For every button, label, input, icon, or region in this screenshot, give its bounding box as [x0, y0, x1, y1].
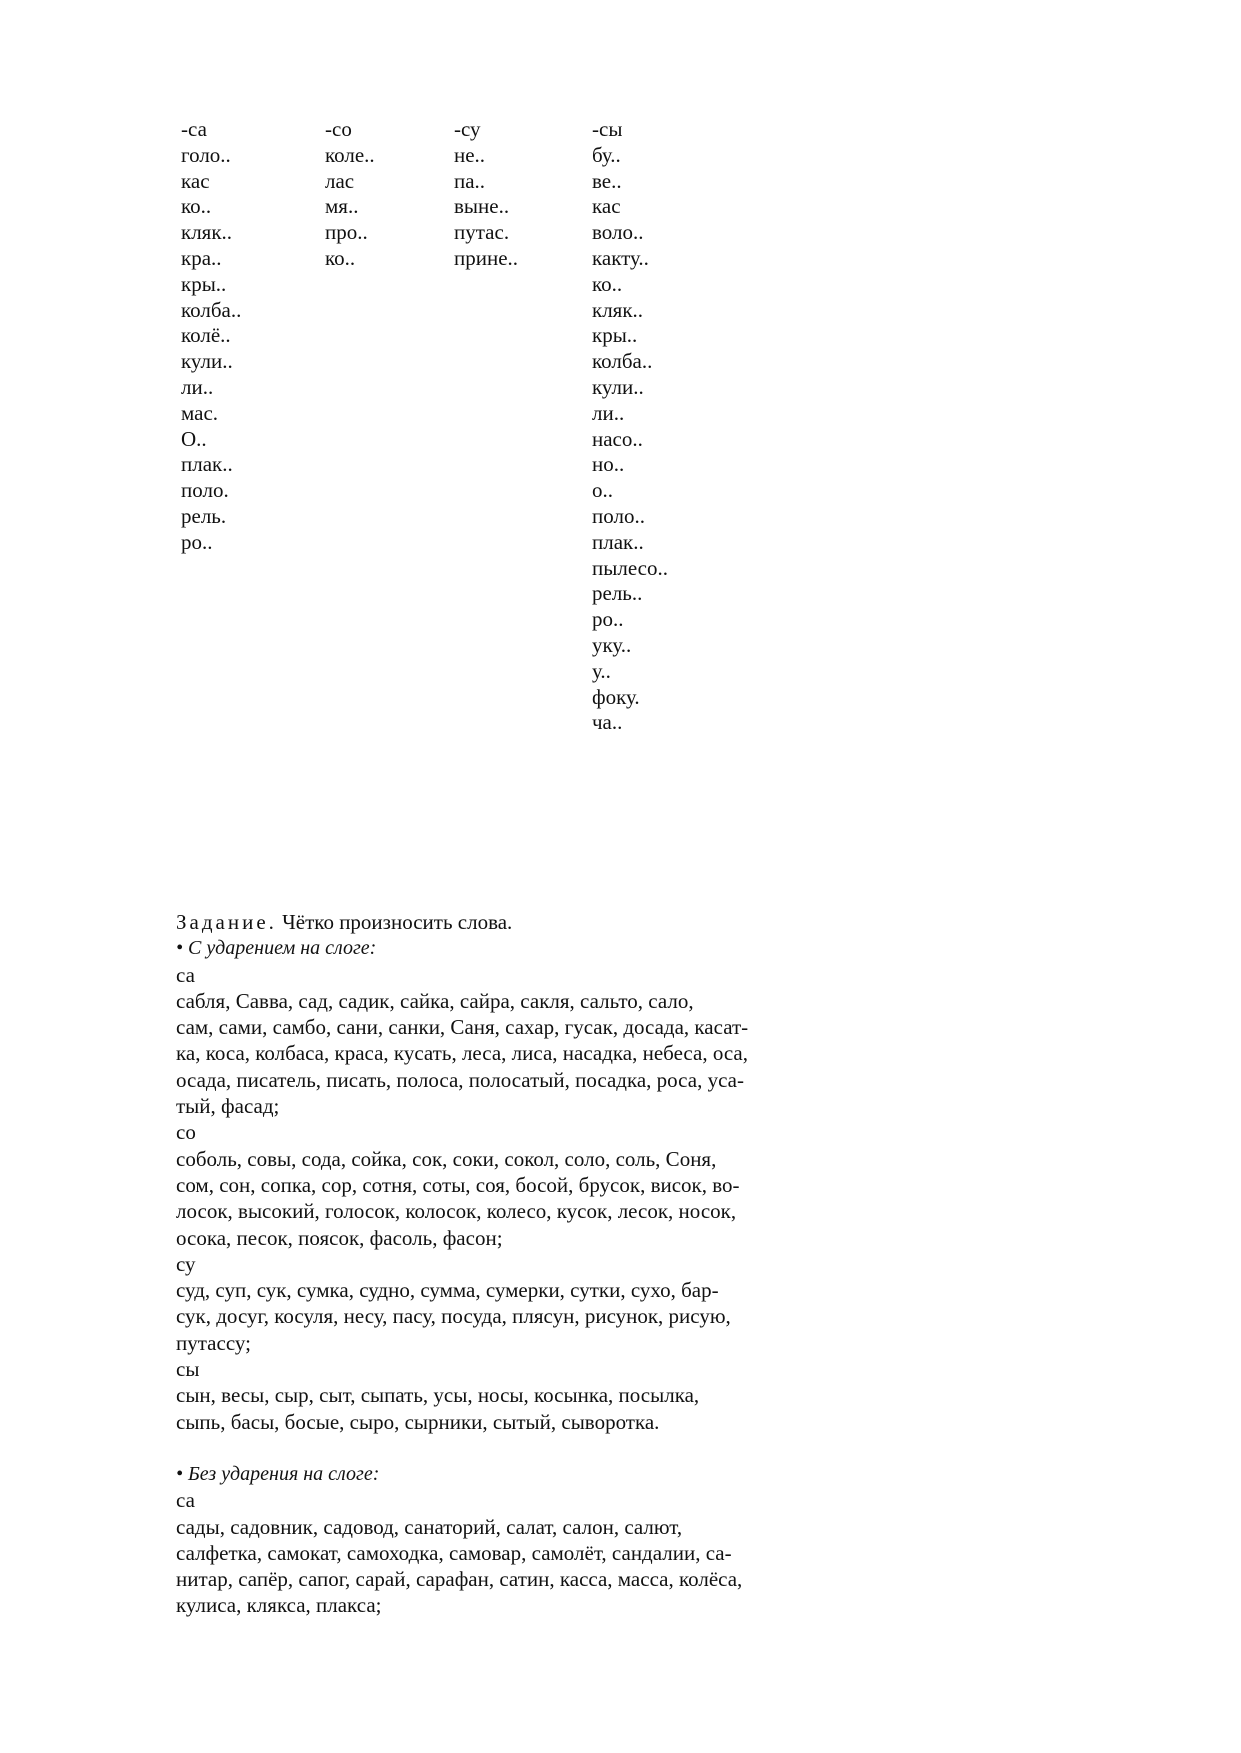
word-line: сук, досуг, косуля, несу, пасу, посуда, плясун, рисунок, рисую, — [176, 1304, 731, 1329]
word-line: сыпь, басы, босые, сыро, сырники, сытый, сыворотка. — [176, 1409, 660, 1434]
word-item: мя.. — [325, 194, 359, 219]
word-item: но.. — [592, 452, 625, 477]
word-item: фоку. — [592, 684, 640, 709]
syllable-column-sy — [592, 117, 668, 736]
syllable-label: со — [176, 1120, 196, 1145]
word-item: ко.. — [181, 194, 212, 219]
word-item: мас. — [181, 400, 219, 425]
word-item: кас — [181, 168, 210, 193]
syllable-label: сы — [176, 1357, 200, 1382]
word-item: поло.. — [592, 503, 645, 528]
word-item: плак.. — [181, 452, 233, 477]
word-item: не.. — [454, 142, 486, 167]
word-item: ко.. — [325, 245, 356, 270]
word-item: выне.. — [454, 194, 510, 219]
unstressed-block — [176, 1461, 816, 1619]
word-item: ко.. — [592, 271, 623, 296]
word-item: бу.. — [592, 142, 621, 167]
word-line: путассу; — [176, 1330, 251, 1355]
word-line: сом, сон, сопка, сор, сотня, соты, соя, босой, брусок, висок, во- — [176, 1172, 740, 1197]
word-item: кляк.. — [181, 220, 233, 245]
word-item: кры.. — [181, 271, 227, 296]
word-item: уку.. — [592, 632, 632, 657]
word-item: насо.. — [592, 426, 643, 451]
word-item: рель. — [181, 503, 227, 528]
stressed-heading: • С ударением на слоге: — [176, 937, 377, 960]
word-line: кулиса, клякса, плакса; — [176, 1593, 382, 1618]
word-item: путас. — [454, 220, 510, 245]
word-item: кляк.. — [592, 297, 644, 322]
word-item: плак.. — [592, 529, 644, 554]
stressed-block — [176, 935, 816, 1435]
word-line: нитар, сапёр, сапог, сарай, сарафан, сатин, касса, масса, колёса, — [176, 1567, 743, 1592]
word-item: кули.. — [592, 374, 644, 399]
word-item: рель.. — [592, 581, 643, 606]
column-header: -сы — [592, 117, 623, 141]
word-line: тый, фасад; — [176, 1094, 280, 1119]
syllable-label: су — [176, 1251, 196, 1276]
word-item: лас — [325, 168, 355, 193]
syllable-column-sa — [181, 117, 241, 556]
word-item: кра.. — [181, 245, 222, 270]
word-item: кули.. — [181, 349, 233, 374]
word-line: суд, суп, сук, сумка, судно, сумма, сумерки, сутки, сухо, бар- — [176, 1278, 719, 1303]
unstressed-heading: • Без ударения на слоге: — [176, 1462, 380, 1485]
word-item: коле.. — [325, 142, 375, 167]
word-item: ли.. — [181, 374, 214, 399]
word-item: О.. — [181, 426, 207, 451]
word-line: сабля, Савва, сад, садик, сайка, сайра, сакля, сальто, сало, — [176, 988, 694, 1013]
word-item: кас — [592, 194, 621, 219]
word-line: осока, песок, поясок, фасоль, фасон; — [176, 1225, 503, 1250]
word-item: какту.. — [592, 245, 649, 270]
word-line: ка, коса, колбаса, краса, кусать, леса, лиса, насадка, небеса, оса, — [176, 1041, 749, 1066]
syllable-label: са — [176, 1488, 195, 1513]
word-item: про.. — [325, 220, 368, 245]
word-line: соболь, совы, сода, сойка, сок, соки, сокол, соло, соль, Соня, — [176, 1146, 717, 1171]
word-line: лосок, высокий, голосок, колосок, колесо, кусок, лесок, носок, — [176, 1199, 737, 1224]
word-item: о.. — [592, 478, 613, 503]
word-line: сады, садовник, садовод, санаторий, салат, салон, салют, — [176, 1514, 683, 1539]
word-item: кры.. — [592, 323, 638, 348]
word-item: ро.. — [181, 529, 213, 554]
word-item: голо.. — [181, 142, 231, 167]
word-item: па.. — [454, 168, 486, 193]
word-line: осада, писатель, писать, полоса, полосатый, посадка, роса, уса- — [176, 1067, 744, 1092]
word-item: у.. — [592, 658, 611, 683]
word-item: колё.. — [181, 323, 231, 348]
column-header: -со — [325, 117, 352, 141]
word-line: салфетка, самокат, самоходка, самовар, самолёт, сандалии, са- — [176, 1540, 732, 1565]
word-line: сын, весы, сыр, сыт, сыпать, усы, носы, косынка, посылка, — [176, 1383, 700, 1408]
word-item: ве.. — [592, 168, 622, 193]
column-header: -са — [181, 117, 207, 141]
task-title — [176, 909, 816, 935]
word-item: поло. — [181, 478, 229, 503]
task-text: Чётко произносить слова. — [282, 910, 513, 934]
word-item: пылесо.. — [592, 555, 668, 580]
word-line: сам, сами, самбо, сани, санки, Саня, сахар, гусак, досада, касат- — [176, 1015, 749, 1040]
word-item: колба.. — [181, 297, 242, 322]
word-item: воло.. — [592, 220, 644, 245]
word-item: ро.. — [592, 607, 624, 632]
word-item: прине.. — [454, 245, 519, 270]
task-label: Задание. — [176, 910, 277, 934]
word-item: ли.. — [592, 400, 625, 425]
word-item: ча.. — [592, 710, 623, 735]
syllable-column-so — [325, 117, 375, 272]
syllable-column-su — [454, 117, 518, 272]
task-section — [176, 909, 816, 1619]
column-header: -су — [454, 117, 481, 141]
syllable-label: са — [176, 962, 195, 987]
word-item: колба.. — [592, 349, 653, 374]
